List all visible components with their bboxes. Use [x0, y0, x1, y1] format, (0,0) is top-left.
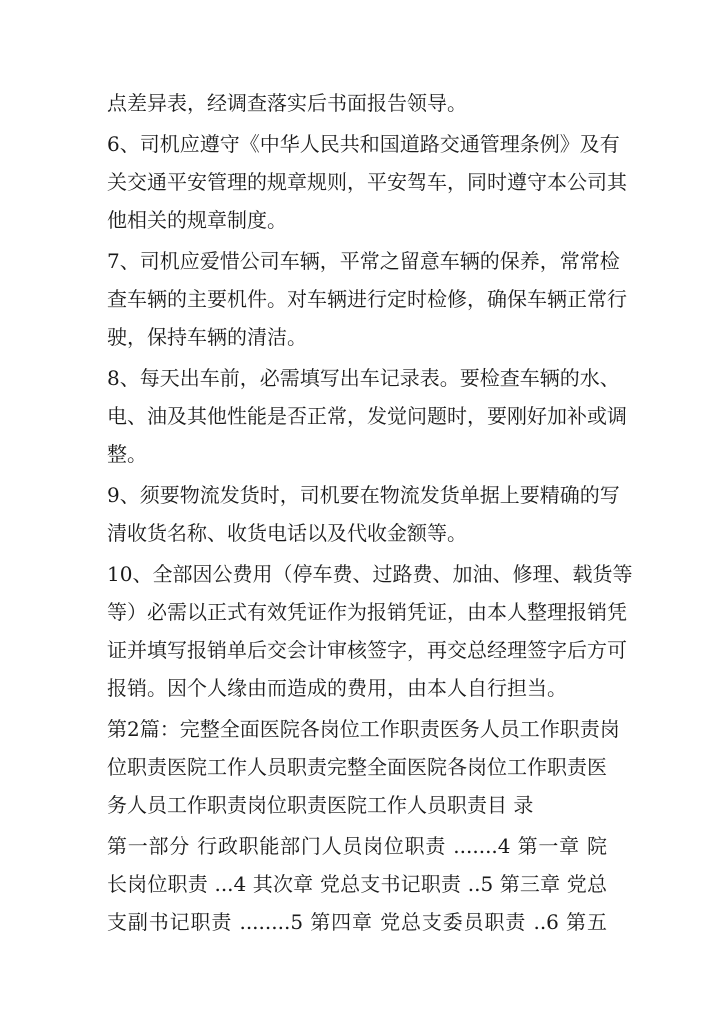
text-line: 证并填写报销单后交会计审核签字，再交总经理签字后方可: [107, 638, 627, 662]
text-line: 9、须要物流发货时，司机要在物流发货单据上要精确的写: [107, 483, 620, 507]
text-line: 6、司机应遵守《中华人民共和国道路交通管理条例》及有: [107, 132, 620, 156]
text-line: 关交通平安管理的规章规则，平安驾车，同时遵守本公司其: [107, 170, 627, 194]
text-line: 8、每天出车前，必需填写出车记录表。要检查车辆的水、: [107, 366, 620, 390]
text-line: 清收货名称、收货电话以及代收金额等。: [107, 521, 467, 545]
text-line: 查车辆的主要机件。对车辆进行定时检修，确保车辆正常行: [107, 287, 627, 311]
text-line: 整。: [107, 442, 147, 466]
text-line: 第2篇：完整全面医院各岗位工作职责医务人员工作职责岗: [107, 717, 620, 741]
text-line: 10、全部因公费用（停车费、过路费、加油、修理、载货等: [107, 562, 633, 586]
document-page: [107, 84, 633, 941]
text-line: 点差异表，经调查落实后书面报告领导。: [107, 91, 467, 115]
text-line: 务人员工作职责岗位职责医院工作人员职责目 录: [107, 793, 534, 817]
text-line: 支副书记职责 ........5 第四章 党总支委员职责 ..6 第五: [107, 910, 607, 934]
text-line: 他相关的规章制度。: [107, 208, 287, 232]
text-line: 7、司机应爱惜公司车辆，平常之留意车辆的保养，常常检: [107, 249, 620, 273]
text-line: 第一部分 行政职能部门人员岗位职责 .......4 第一章 院: [107, 834, 607, 858]
text-line: 等）必需以正式有效凭证作为报销凭证，由本人整理报销凭: [107, 600, 627, 624]
text-line: 报销。因个人缘由而造成的费用，由本人自行担当。: [107, 676, 567, 700]
text-line: 驶，保持车辆的清洁。: [107, 325, 307, 349]
text-line: 位职责医院工作人员职责完整全面医院各岗位工作职责医: [107, 755, 607, 779]
text-line: 长岗位职责 ...4 其次章 党总支书记职责 ..5 第三章 党总: [107, 872, 607, 896]
text-line: 电、油及其他性能是否正常，发觉问题时，要刚好加补或调: [107, 404, 627, 428]
